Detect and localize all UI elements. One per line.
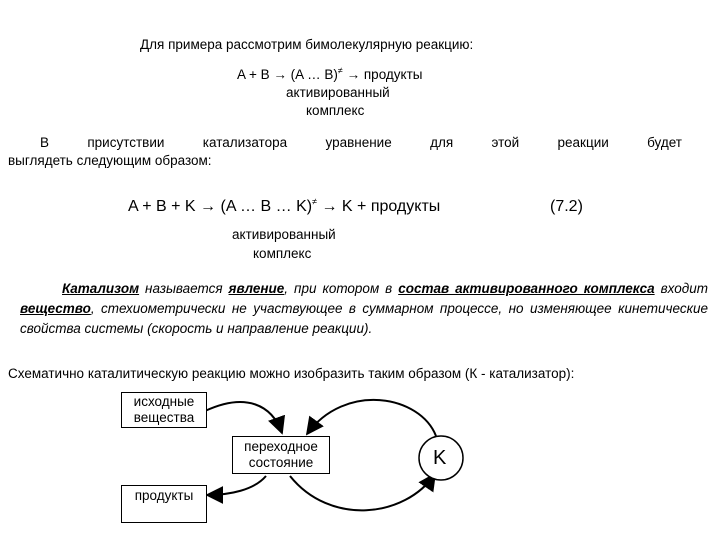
definition-text: называется — [139, 281, 229, 296]
equation-2-superscript: ≠ — [312, 196, 318, 207]
equation-2-rhs: → K + продукты — [317, 198, 441, 215]
reactants-box — [121, 392, 207, 428]
arrow-catalyst-out — [290, 474, 435, 510]
equation-2-note-line2: комплекс — [253, 246, 312, 261]
catalyst-label: K — [433, 447, 447, 469]
equation-2-lhs: A + B + K → (A … B … K) — [128, 198, 313, 215]
definition-text: , при котором в — [284, 281, 399, 296]
word: В — [40, 135, 50, 150]
reactants-label-line2: вещества — [133, 410, 195, 425]
scheme-intro-text: Схематично каталитическую реакцию можно изобразить таким образом (К - катализатор): — [8, 366, 575, 381]
word: катализатора — [202, 135, 288, 150]
word: уравнение — [325, 135, 392, 150]
word: присутствии — [87, 135, 165, 150]
products-label: продукты — [134, 488, 194, 503]
word: будет — [647, 135, 682, 150]
definition-text: входит — [654, 281, 708, 296]
arrow-transition-to-products — [207, 476, 266, 495]
definition-term: Катализом — [62, 281, 140, 296]
definition-text: , стехиометрически не участвующее в суммарном процессе, но изменяющее кинетические свойства системы (скорость и направление реакции). — [20, 301, 708, 336]
equation-1-rhs: → продукты — [342, 67, 423, 82]
equation-1-superscript: ≠ — [337, 65, 343, 76]
equation-2-note-line1: активированный — [232, 227, 336, 242]
equation-1-note-line1: активированный — [286, 85, 390, 100]
transition-label-line2: состояние — [248, 455, 314, 470]
definition-keyword: состав активированного комплекса — [398, 281, 655, 296]
arrow-catalyst-in — [307, 400, 436, 436]
arrow-reactants-to-transition — [205, 402, 282, 433]
intro-text: Для примера рассмотрим бимолекулярную реакцию: — [140, 37, 474, 52]
catalyst-paragraph-line2: выглядеть следующим образом: — [8, 153, 212, 168]
equation-1-lhs: A + B → (A … B) — [237, 67, 338, 82]
word: реакции — [557, 135, 609, 150]
reactants-label-line1: исходные — [133, 394, 195, 409]
equation-1-note-line2: комплекс — [306, 103, 365, 118]
word: для — [430, 135, 454, 150]
definition-keyword: вещество — [20, 301, 91, 316]
transition-state-box — [232, 436, 330, 474]
word: этой — [491, 135, 520, 150]
definition-keyword: явление — [228, 281, 285, 296]
transition-label-line1: переходное — [244, 439, 318, 454]
products-box — [121, 485, 207, 523]
equation-2-number: (7.2) — [550, 198, 583, 215]
